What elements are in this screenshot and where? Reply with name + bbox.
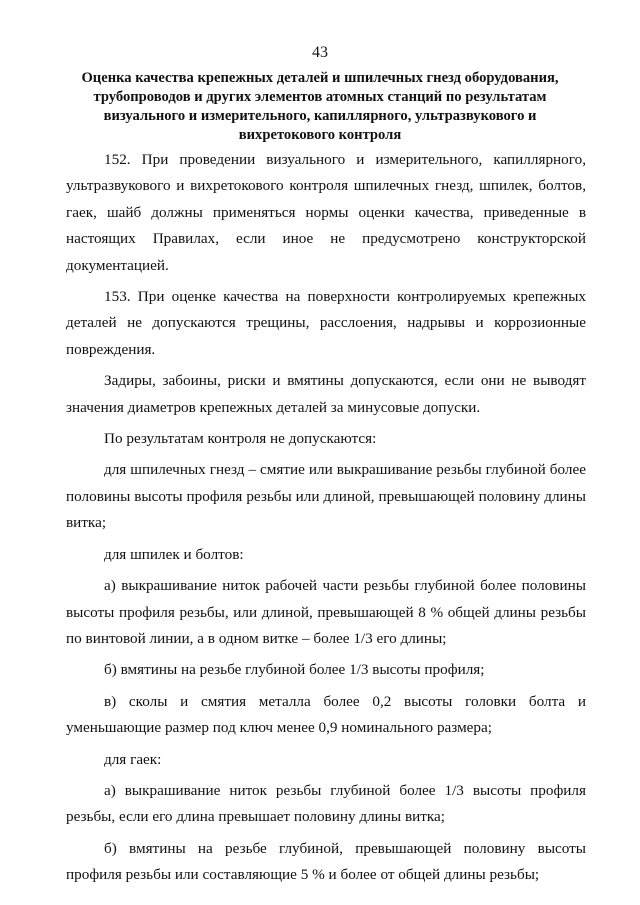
paragraph-item-a <box>66 573 586 652</box>
paragraph-152 <box>66 147 586 279</box>
text-line: в) сколы и смятия металла более 0,2 высоты головки болта и <box>104 692 586 710</box>
text-line: 152. При проведении визуального и измерительного, капиллярного, <box>104 151 586 168</box>
page-number: 43 <box>312 44 328 61</box>
title-line: Оценка качества крепежных деталей и шпилечных гнезд оборудования, <box>81 70 559 86</box>
text-line: гаек, шайб должны применяться нормы оценки качества, приведенные в <box>66 203 586 221</box>
section-title <box>70 69 570 145</box>
text-line: 153. При оценке качества на поверхности контролируемых крепежных <box>104 288 586 306</box>
text-line: а) выкрашивание ниток рабочей части резьбы глубиной более половины <box>104 577 586 595</box>
text-line: половины высоты профиля резьбы или длиной, превышающей половину длины <box>66 487 586 505</box>
text-line: б) вмятины на резьбе глубиной, превышающей половину высоты <box>104 839 586 857</box>
title-line: трубопроводов и других элементов атомных станций по результатам <box>93 89 547 105</box>
title-line: вихретокового контроля <box>238 127 402 143</box>
paragraph-item-b <box>66 657 586 683</box>
title-line: визуального и измерительного, капиллярного, ультразвукового и <box>103 108 537 124</box>
paragraph-dents <box>66 368 586 421</box>
text-line: витка; <box>66 514 107 532</box>
text-line: настоящих Правилах, если иное не предусмотрено конструкторской <box>66 230 586 248</box>
text-line: для шпилечных гнезд – смятие или выкрашивание резьбы глубиной более <box>104 461 586 479</box>
text-line: резьбы, если его длина превышает половину длины витка; <box>66 808 445 826</box>
text-line: повреждения. <box>66 340 156 358</box>
paragraph-nuts-item-b <box>66 836 586 889</box>
text-line: значения диаметров крепежных деталей за минусовые допуски. <box>66 398 481 416</box>
text-line: по винтовой линии, а в одном витке – более 1/3 его длины; <box>66 629 447 647</box>
text-line: По результатам контроля не допускаются: <box>104 430 377 448</box>
paragraph-not-allowed <box>66 426 586 452</box>
paragraph-153 <box>66 284 586 363</box>
text-line: высоты профиля резьбы, или длиной, превышающей 8 % общей длины резьбы <box>66 603 586 621</box>
paragraph-stud-sockets <box>66 457 586 536</box>
text-line: Задиры, забоины, риски и вмятины допускаются, если они не выводят <box>104 372 586 390</box>
paragraph-item-v <box>66 689 586 742</box>
paragraph-studs-bolts <box>66 542 586 568</box>
text-line: уменьшающие размер под ключ менее 0,9 номинального размера; <box>66 719 492 737</box>
text-line: для гаек: <box>104 750 162 768</box>
text-line: документацией. <box>66 256 169 274</box>
paragraph-nuts-item-a <box>66 778 586 831</box>
text-line: для шпилек и болтов: <box>104 545 244 563</box>
body-text <box>66 147 586 889</box>
text-line: а) выкрашивание ниток резьбы глубиной более 1/3 высоты профиля <box>104 781 586 799</box>
text-line: ультразвукового и вихретокового контроля шпилечных гнезд, шпилек, болтов, <box>66 177 586 195</box>
text-line: б) вмятины на резьбе глубиной более 1/3 высоты профиля; <box>104 661 485 679</box>
text-line: профиля резьбы или составляющие 5 % и более от общей длины резьбы; <box>66 866 540 884</box>
paragraph-nuts <box>66 747 586 773</box>
text-line: деталей не допускаются трещины, расслоения, надрывы и коррозионные <box>66 314 586 332</box>
